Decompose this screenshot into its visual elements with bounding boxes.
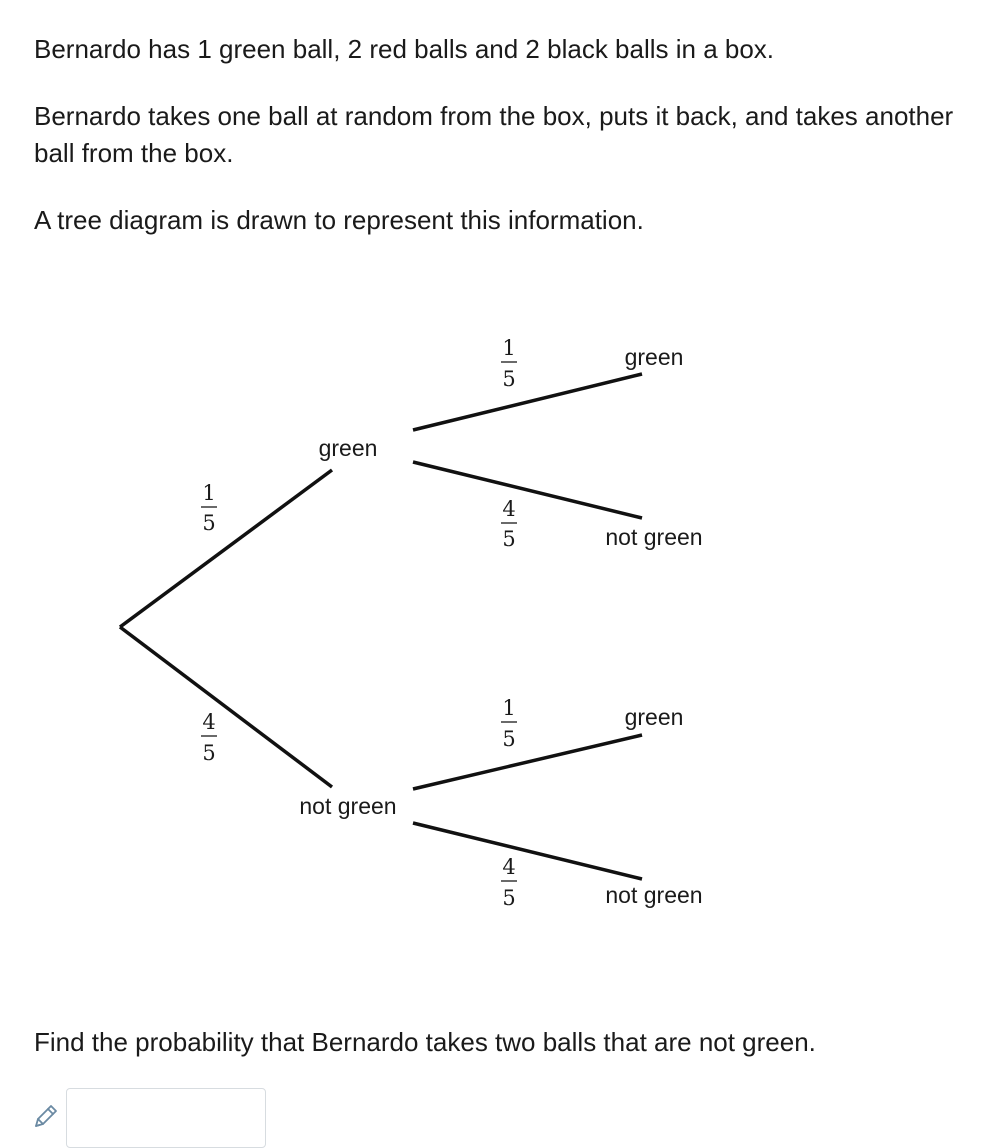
question-text: Find the probability that Bernardo takes two balls that are not green. <box>34 1027 816 1057</box>
branch-green-green <box>413 374 642 430</box>
prob-first-not-green-denominator: 5 <box>202 741 216 765</box>
branch-not-green-not-green <box>413 823 642 879</box>
prob-first-green-denominator: 5 <box>202 511 216 535</box>
prob-first-not-green-numerator: 4 <box>202 710 216 734</box>
label-green-not-green: not green <box>605 524 703 550</box>
branch-first-green <box>120 470 332 627</box>
prob-green-green <box>501 336 517 391</box>
problem-statement-3: A tree diagram is drawn to represent this information. <box>34 205 644 235</box>
label-green-green: green <box>624 344 684 370</box>
prob-green-green-denominator: 5 <box>502 367 516 391</box>
branch-not-green-green <box>413 735 642 789</box>
prob-not-green-not-green <box>501 855 517 910</box>
prob-not-green-green-denominator: 5 <box>502 727 516 751</box>
prob-green-not-green-denominator: 5 <box>502 527 516 551</box>
problem-statement-2: Bernardo takes one ball at random from the box, puts it back, and takes another ball from the box. <box>34 101 954 168</box>
prob-green-green-numerator: 1 <box>502 336 516 360</box>
prob-not-green-green <box>501 696 517 751</box>
label-first-green: green <box>318 435 378 461</box>
branch-green-not-green <box>413 462 642 518</box>
answer-input[interactable] <box>66 1088 266 1148</box>
label-not-green-not-green: not green <box>605 882 703 908</box>
prob-not-green-not-green-denominator: 5 <box>502 886 516 910</box>
prob-green-not-green <box>501 497 517 551</box>
prob-first-green <box>201 481 217 535</box>
prob-not-green-green-numerator: 1 <box>502 696 516 720</box>
prob-first-green-numerator: 1 <box>202 481 216 505</box>
branch-first-not-green <box>120 627 332 787</box>
label-first-not-green: not green <box>299 793 397 819</box>
prob-first-not-green <box>201 710 217 765</box>
prob-green-not-green-numerator: 4 <box>502 497 516 521</box>
pencil-icon <box>30 1102 60 1132</box>
prob-not-green-not-green-numerator: 4 <box>502 855 516 879</box>
problem-statement-1: Bernardo has 1 green ball, 2 red balls and 2 black balls in a box. <box>34 34 775 64</box>
label-not-green-green: green <box>624 704 684 730</box>
